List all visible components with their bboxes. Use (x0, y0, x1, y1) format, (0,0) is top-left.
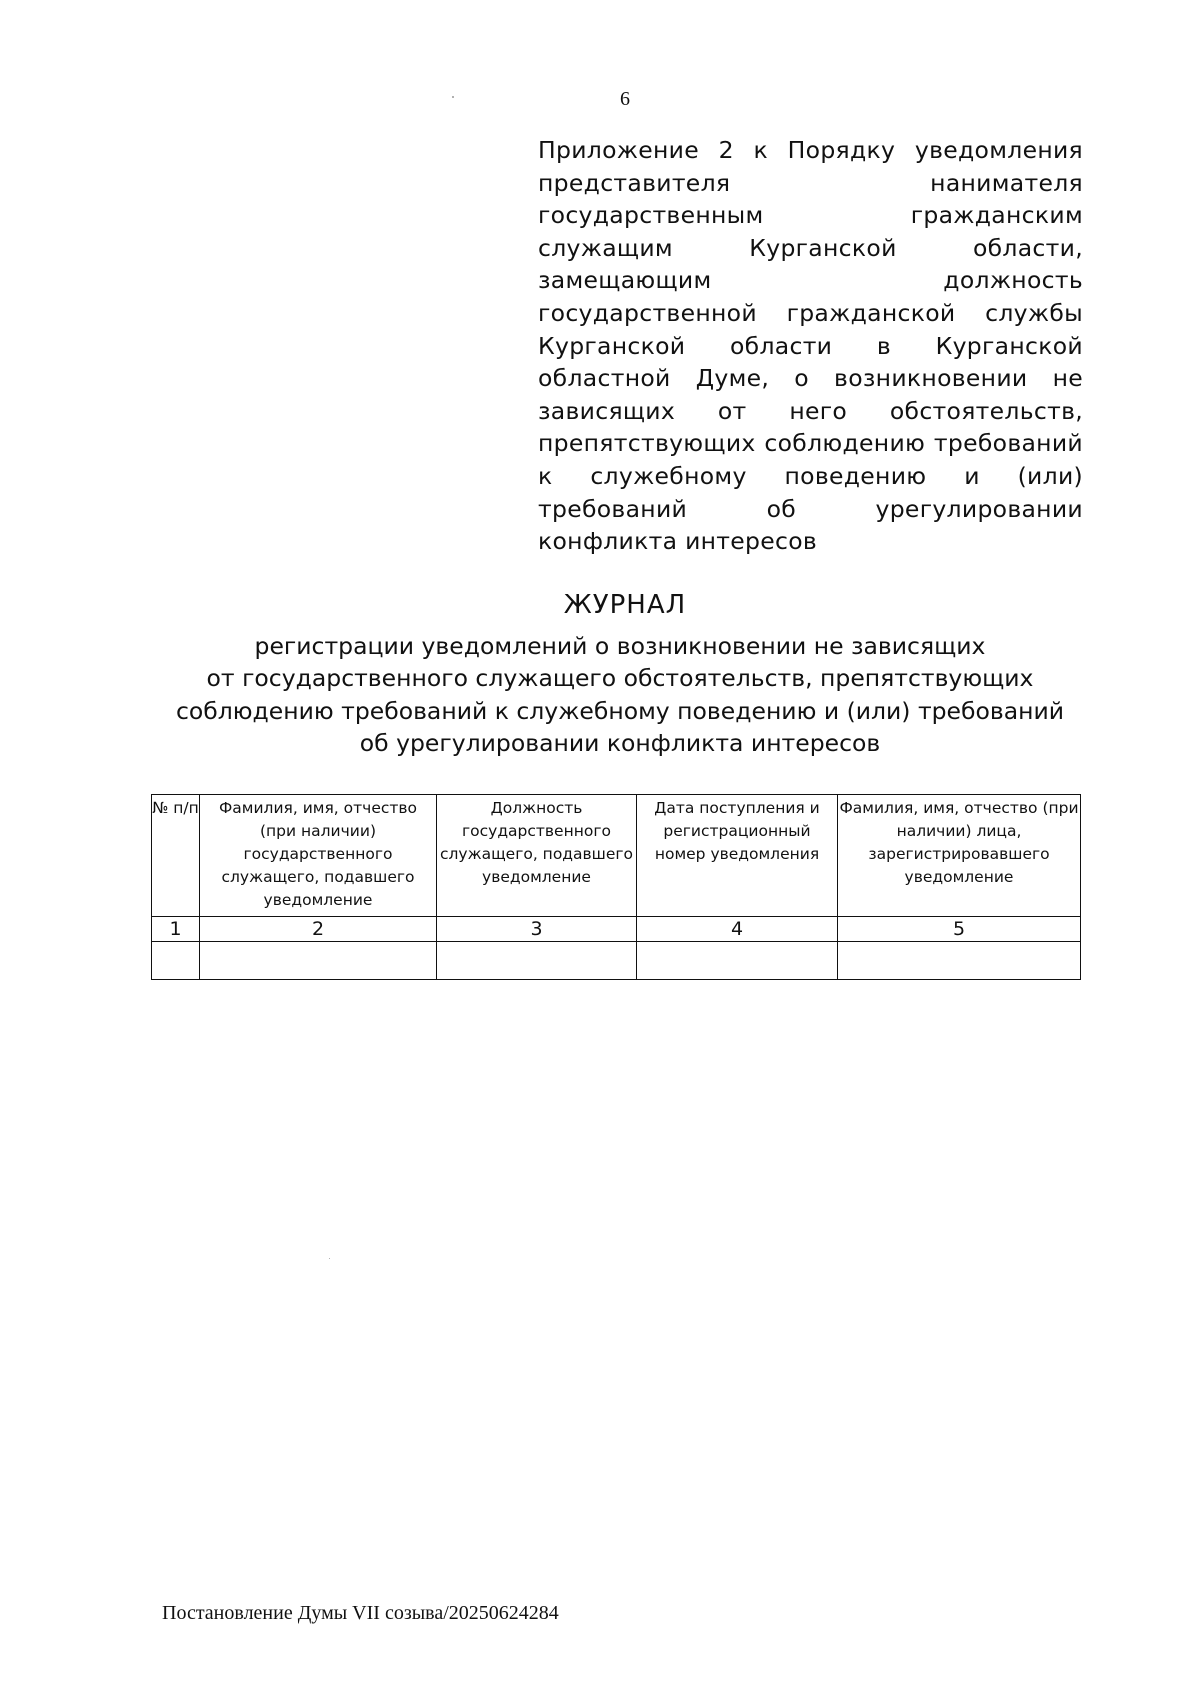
column-number: 3 (437, 917, 637, 942)
header-employee-name: Фамилия, имя, отчество (при наличии) государственного служащего, подавшего уведомление (200, 795, 437, 917)
journal-subtitle-line: об урегулировании конфликта интересов (359, 729, 881, 758)
empty-cell (152, 942, 200, 980)
journal-subtitle (120, 630, 1120, 760)
header-number: № п/п (152, 795, 200, 917)
scan-speck (329, 1258, 330, 1259)
empty-cell (437, 942, 637, 980)
empty-cell (200, 942, 437, 980)
empty-cell (637, 942, 838, 980)
journal-title: ЖУРНАЛ (563, 590, 687, 620)
header-registrar-name: Фамилия, имя, отчество (при наличии) лица, зарегистрировавшего уведомление (838, 795, 1081, 917)
journal-table (151, 794, 1081, 980)
journal-subtitle-line: регистрации уведомлений о возникновении не зависящих (254, 632, 986, 660)
header-receipt-date: Дата поступления и регистрационный номер уведомления (637, 795, 838, 917)
journal-subtitle-line: от государственного служащего обстоятельств, препятствующих (206, 664, 1034, 693)
empty-cell (838, 942, 1081, 980)
scan-speck (452, 96, 454, 98)
column-number: 2 (200, 917, 437, 942)
header-employee-position: Должность государственного служащего, подавшего уведомление (437, 795, 637, 917)
column-number: 4 (637, 917, 838, 942)
appendix-note: Приложение 2 к Порядку уведомления представителя нанимателя государственным гражданским служащим Курганской области, замещающим должность государственной гражданской службы Курганской области в Курганской областной Думе, о возникновении не зависящих от него обстоятельств, препятствующих соблюдению требований к служебному поведению и (или) требований об урегулировании конфликта интересов (538, 136, 1083, 556)
page-number: 6 (620, 88, 630, 110)
document-footer: Постановление Думы VII созыва/20250624284 (162, 1602, 559, 1624)
column-number: 5 (838, 917, 1081, 942)
table-header-row (152, 795, 1081, 917)
column-number-row (152, 917, 1081, 942)
journal-subtitle-line: соблюдению требований к служебному поведению и (или) требований (175, 696, 1065, 725)
column-number: 1 (152, 917, 200, 942)
table-row (152, 942, 1081, 980)
